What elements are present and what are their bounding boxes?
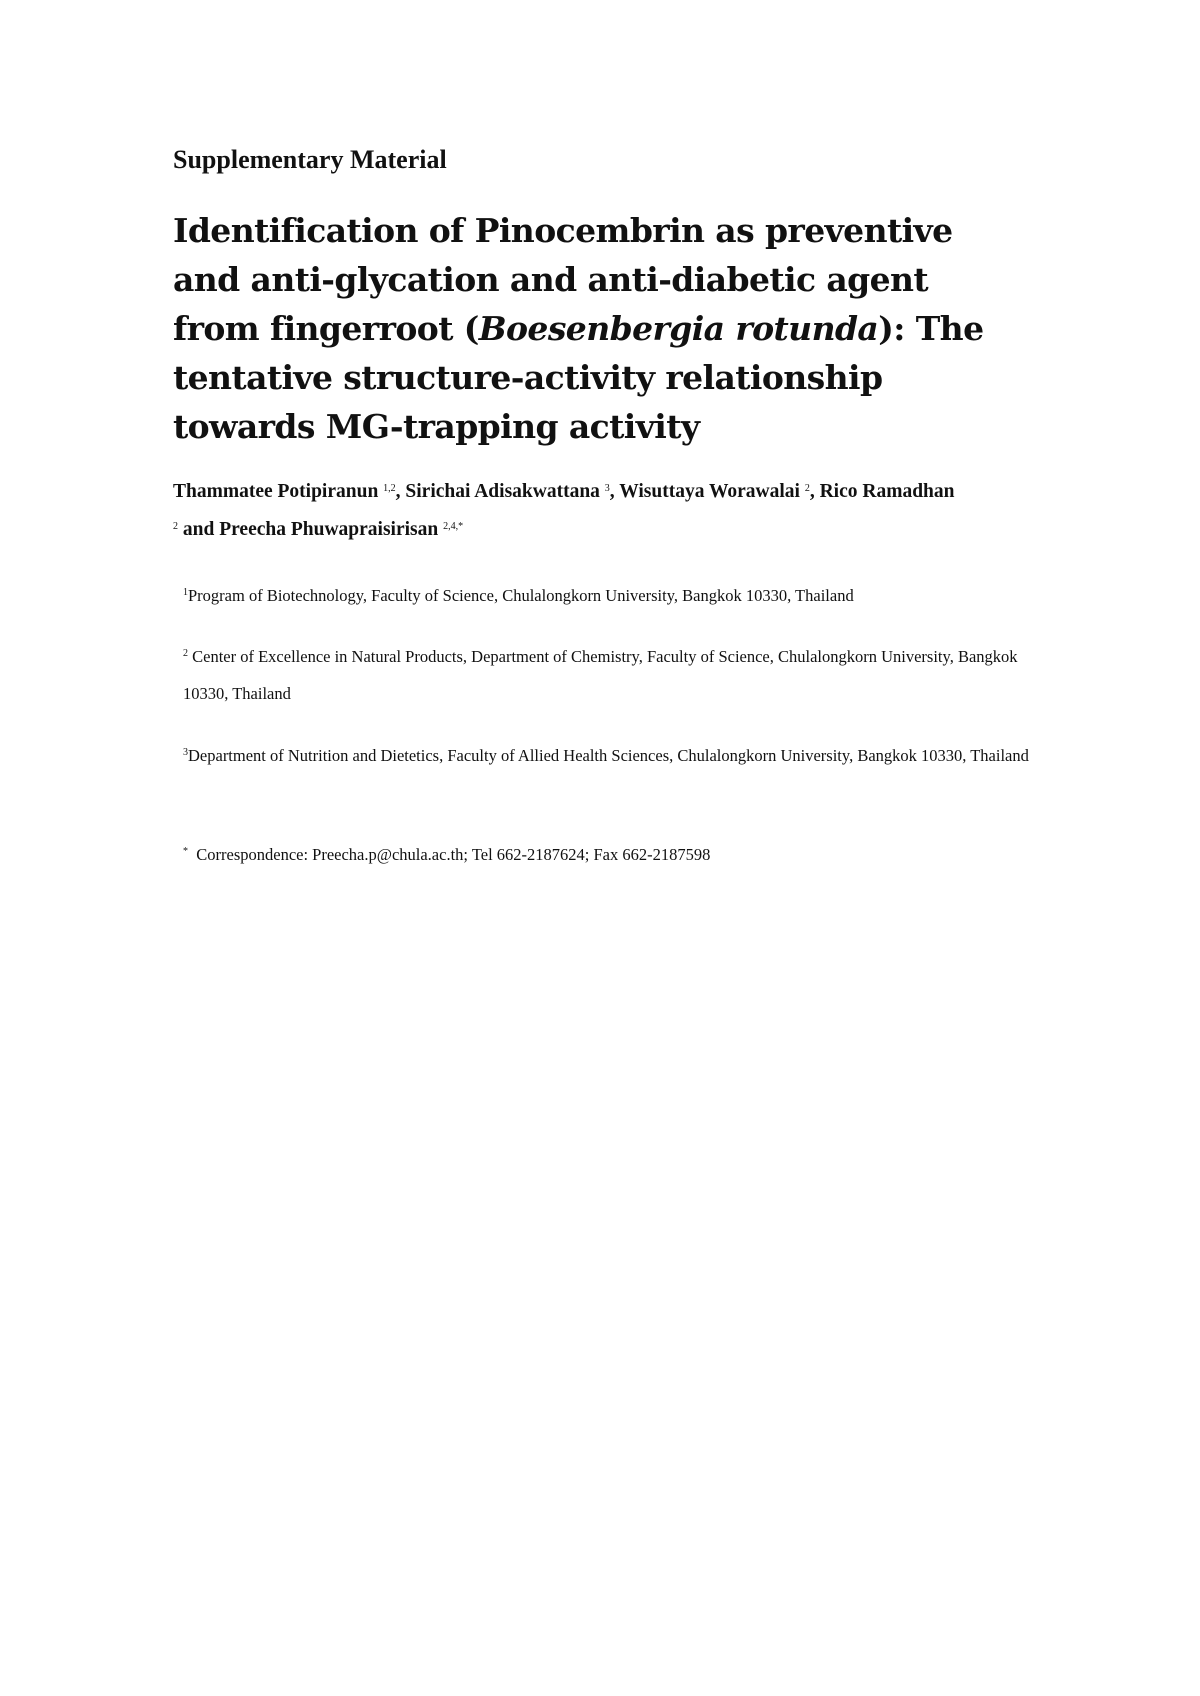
- title-text-part1: Identification of Pinocembrin as preventive and anti-glycation and anti-diabetic agent from fingerroot (: [173, 211, 953, 348]
- affiliation-text: Center of Excellence in Natural Products, Department of Chemistry, Faculty of Science, Chulalongkorn University, Bangkok 10330, Thailand: [183, 647, 1018, 703]
- author-separator: ,: [609, 481, 620, 502]
- affiliation-1: [183, 577, 1043, 614]
- correspondence-line: [183, 836, 1043, 873]
- author-name: Sirichai Adisakwattana: [405, 481, 600, 502]
- supplementary-label: Supplementary Material: [173, 145, 447, 174]
- affiliation-text: Department of Nutrition and Dietetics, Faculty of Allied Health Sciences, Chulalongkorn University, Bangkok 10330, Thailand: [188, 746, 1029, 765]
- author-affiliation-marker: 2: [804, 483, 810, 494]
- affiliation-marker: 2: [183, 648, 188, 659]
- author-affiliation-marker: 3: [604, 483, 610, 494]
- correspondence-marker: *: [183, 846, 188, 857]
- affiliation-3: [183, 737, 1043, 774]
- affiliation-text: Program of Biotechnology, Faculty of Science, Chulalongkorn University, Bangkok 10330, Thailand: [188, 586, 854, 605]
- author-affiliation-marker: 2,4,*: [443, 521, 464, 532]
- author-name: Thammatee Potipiranun: [173, 481, 379, 502]
- author-separator: ,: [809, 481, 820, 502]
- author-affiliation-marker: 2: [173, 521, 178, 532]
- affiliation-marker: 3: [183, 747, 188, 758]
- author-affiliation-marker: 1,2: [383, 483, 396, 494]
- author-list: [173, 473, 1053, 549]
- author-name: Rico Ramadhan: [819, 481, 955, 502]
- paper-title: [173, 206, 1023, 451]
- author-separator: and: [178, 519, 220, 540]
- correspondence-text: Correspondence: Preecha.p@chula.ac.th; Tel 662-2187624; Fax 662-2187598: [196, 845, 711, 864]
- title-text-part2: ): The tentative structure-activity relationship towards MG-trapping activity: [173, 309, 984, 446]
- title-species-name: Boesenbergia rotunda: [478, 309, 879, 348]
- author-separator: ,: [395, 481, 406, 502]
- author-name: Wisuttaya Worawalai: [619, 481, 800, 502]
- affiliation-marker: 1: [183, 587, 188, 598]
- affiliation-2: [183, 638, 1043, 712]
- author-name: Preecha Phuwapraisirisan: [219, 519, 439, 540]
